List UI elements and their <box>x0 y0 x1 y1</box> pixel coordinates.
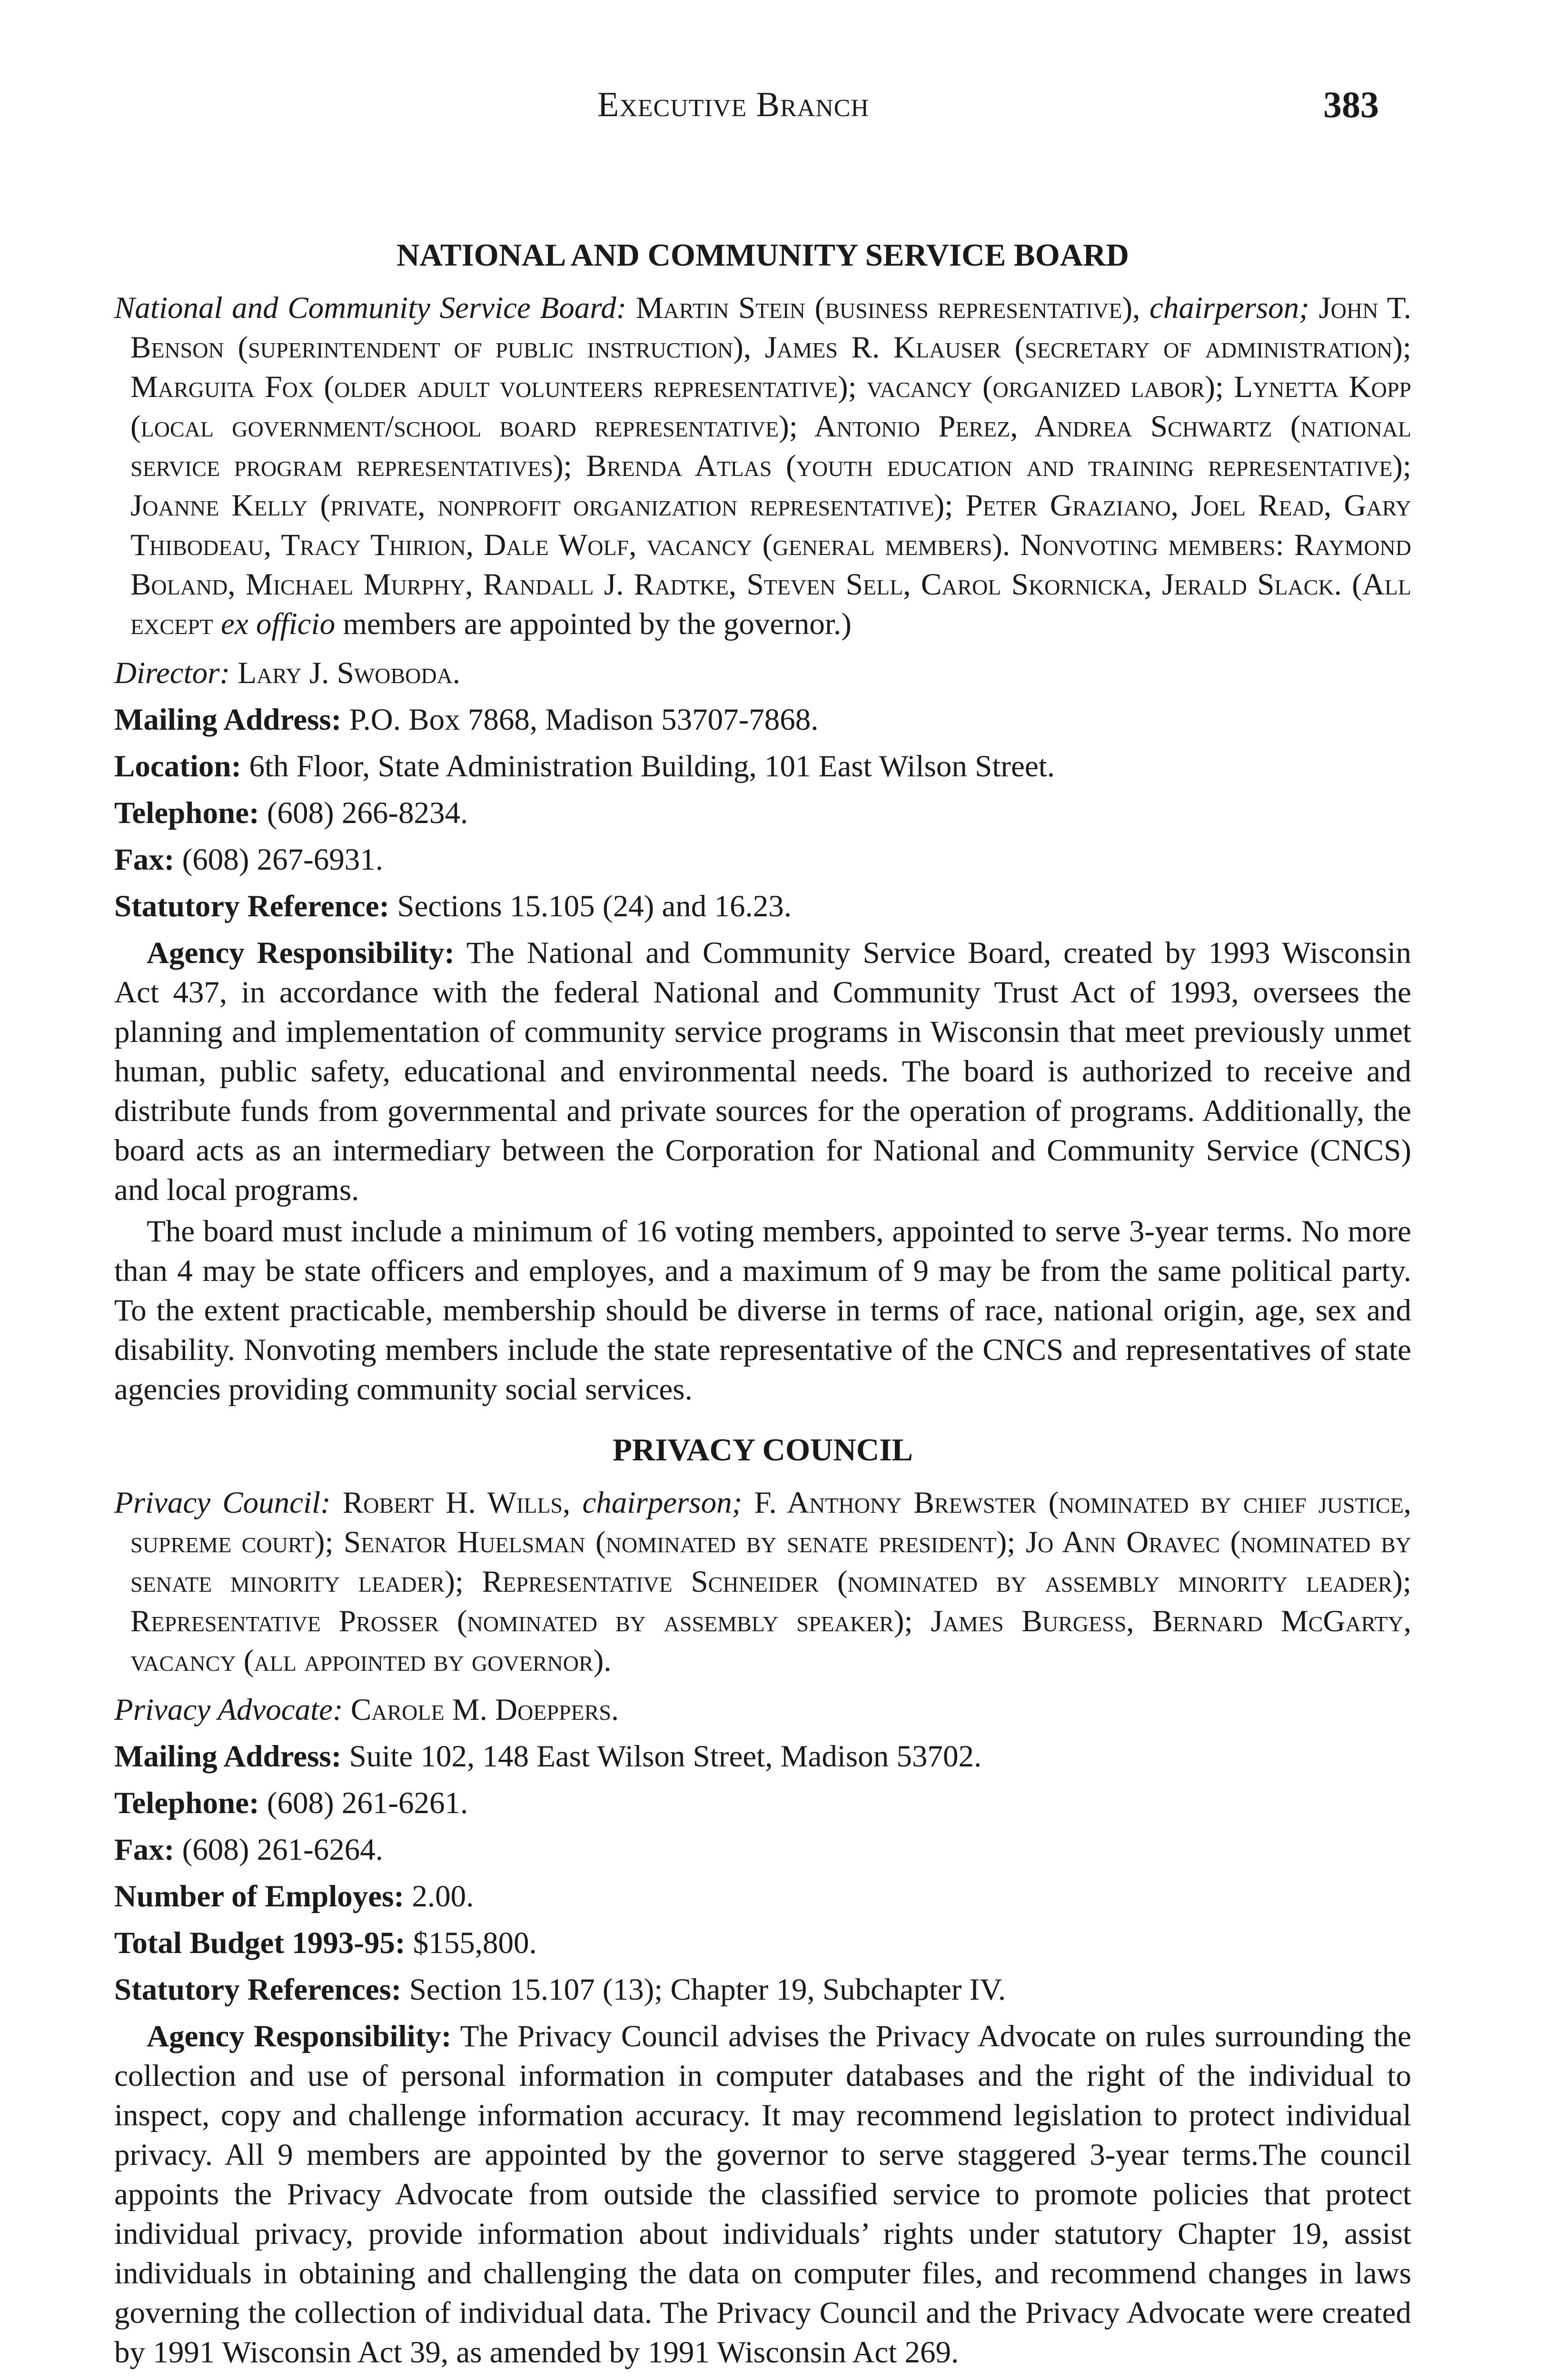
ncsb-statutory-value: Sections 15.105 (24) and 16.23. <box>397 889 792 923</box>
privacy-advocate-label: Privacy Advocate: <box>114 1693 343 1727</box>
privacy-employes <box>114 1877 1411 1916</box>
page-number: 383 <box>1323 84 1379 125</box>
ncsb-members-rest: John T. Benson (superintendent of public instruction), James R. Klauser (secretary of administration); Marguita Fox (older adult volunteers representative); vacancy (organized labor); Lynetta Kopp (local government/school board representative); Antonio Perez, Andrea Schwartz (national service program representatives); Brenda Atlas (youth education and training representative); Joanne Kelly (private, nonprofit organization representative); Peter Graziano, Joel Read, Gary Thibodeau, Tracy Thirion, Dale Wolf, vacancy (general members). Nonvoting members: Raymond Boland, Michael Murphy, Randall J. Radtke, Steven Sell, Carol Skornicka, Jerald Slack. (All except <box>130 291 1412 641</box>
privacy-statutory-label: Statutory References: <box>114 1973 402 2007</box>
privacy-telephone-value: (608) 261-6261. <box>267 1786 468 1820</box>
ncsb-ex-officio: ex officio <box>221 607 336 641</box>
privacy-fax-label: Fax: <box>114 1833 175 1867</box>
privacy-mailing-address <box>114 1737 1411 1776</box>
privacy-fax <box>114 1830 1411 1870</box>
ncsb-responsibility-label: Agency Responsibility: <box>147 936 455 970</box>
privacy-responsibility-label: Agency Responsibility: <box>147 2019 452 2053</box>
privacy-responsibility-text: The Privacy Council advises the Privacy Advocate on rules surrounding the collection and use of personal information in computer databases and the right of the individual to inspect, copy and challenge information accuracy. It may recommend legislation to protect individual privacy. All 9 members are appointed by the governor to serve staggered 3-year terms.The council appoints the Privacy Advocate from outside the classified service to promote policies that protect individual privacy, provide information about individuals’ rights under statutory Chapter 19, assist individuals in obtaining and challenging the data on computer files, and recommend changes in laws governing the collection of individual data. The Privacy Council and the Privacy Advocate were created by 1991 Wisconsin Act 39, as amended by 1991 Wisconsin Act 269. <box>114 2019 1411 2370</box>
ncsb-fax-label: Fax: <box>114 843 175 877</box>
ncsb-statutory-label: Statutory Reference: <box>114 889 390 923</box>
ncsb-director <box>114 654 1411 693</box>
privacy-advocate-name: Carole M. Doeppers. <box>350 1693 619 1727</box>
privacy-budget <box>114 1924 1411 1963</box>
privacy-membership <box>114 1483 1411 1681</box>
privacy-agency-responsibility <box>114 2017 1411 2372</box>
ncsb-mailing-label: Mailing Address: <box>114 703 342 737</box>
privacy-chair-italic: chairperson; <box>582 1486 743 1520</box>
ncsb-telephone <box>114 793 1411 833</box>
ncsb-membership-paragraph: The board must include a minimum of 16 voting members, appointed to serve 3-year terms. No more than 4 may be state officers and employes, and a maximum of 9 may be from the same political party. To the extent practicable, membership should be diverse in terms of race, national origin, age, sex and disability. Nonvoting members include the state representative of the CNCS and representatives of state agencies providing community social services. <box>114 1214 1411 1407</box>
ncsb-telephone-label: Telephone: <box>114 796 259 830</box>
ncsb-director-label: Director: <box>114 656 230 690</box>
ncsb-mailing-address <box>114 700 1411 740</box>
page-body <box>114 236 1411 2372</box>
ncsb-location <box>114 747 1411 786</box>
privacy-telephone <box>114 1784 1411 1823</box>
ncsb-members-end: members are appointed by the governor.) <box>343 607 852 641</box>
privacy-mailing-value: Suite 102, 148 East Wilson Street, Madison 53702. <box>349 1739 982 1774</box>
ncsb-mailing-value: P.O. Box 7868, Madison 53707-7868. <box>349 703 819 737</box>
privacy-employes-label: Number of Employes: <box>114 1879 405 1914</box>
privacy-mailing-label: Mailing Address: <box>114 1739 342 1774</box>
ncsb-chair-italic: chairperson; <box>1150 291 1309 325</box>
ncsb-members-label: National and Community Service Board: <box>114 291 627 325</box>
ncsb-agency-responsibility <box>114 933 1411 1210</box>
privacy-employes-value: 2.00. <box>412 1879 474 1914</box>
ncsb-section-title: NATIONAL AND COMMUNITY SERVICE BOARD <box>396 238 1129 273</box>
privacy-statutory-references <box>114 1970 1411 2010</box>
ncsb-location-value: 6th Floor, State Administration Building, 101 East Wilson Street. <box>249 749 1055 783</box>
running-head: Executive Branch <box>597 85 870 124</box>
privacy-statutory-value: Section 15.107 (13); Chapter 19, Subchapter IV. <box>409 1973 1006 2007</box>
ncsb-fax <box>114 840 1411 880</box>
privacy-telephone-label: Telephone: <box>114 1786 259 1820</box>
ncsb-location-label: Location: <box>114 749 242 783</box>
privacy-budget-value: $155,800. <box>413 1926 537 1960</box>
ncsb-membership <box>114 288 1411 644</box>
ncsb-responsibility-text: The National and Community Service Board, created by 1993 Wisconsin Act 437, in accordance with the federal National and Community Trust Act of 1993, oversees the planning and implementation of community service programs in Wisconsin that meet previously unmet human, public safety, educational and environmental needs. The board is authorized to receive and distribute funds from governmental and private sources for the operation of programs. Additionally, the board acts as an intermediary between the Corporation for National and Community Service (CNCS) and local programs. <box>114 936 1411 1207</box>
ncsb-section <box>114 236 1411 1409</box>
ncsb-members-text: Martin Stein (business representative), <box>635 291 1140 325</box>
ncsb-telephone-value: (608) 266-8234. <box>267 796 468 830</box>
privacy-members-rest: F. Anthony Brewster (nominated by chief justice, supreme court); Senator Huelsman (nominated by senate president); Jo Ann Oravec (nominated by senate minority leader); Representative Schneider (nominated by assembly minority leader); Representative Prosser (nominated by assembly speaker); James Burgess, Bernard McGarty, vacancy (all appointed by governor). <box>130 1486 1412 1678</box>
privacy-fax-value: (608) 261-6264. <box>182 1833 384 1867</box>
privacy-budget-label: Total Budget 1993-95: <box>114 1926 406 1960</box>
privacy-council-section <box>114 1430 1411 2372</box>
privacy-advocate <box>114 1690 1411 1730</box>
ncsb-director-name: Lary J. Swoboda. <box>238 656 461 690</box>
ncsb-statutory-reference <box>114 887 1411 926</box>
ncsb-fax-value: (608) 267-6931. <box>182 843 384 877</box>
privacy-members-name: Robert H. Wills, <box>342 1486 571 1520</box>
privacy-section-title: PRIVACY COUNCIL <box>613 1432 913 1468</box>
privacy-members-label: Privacy Council: <box>114 1486 331 1520</box>
